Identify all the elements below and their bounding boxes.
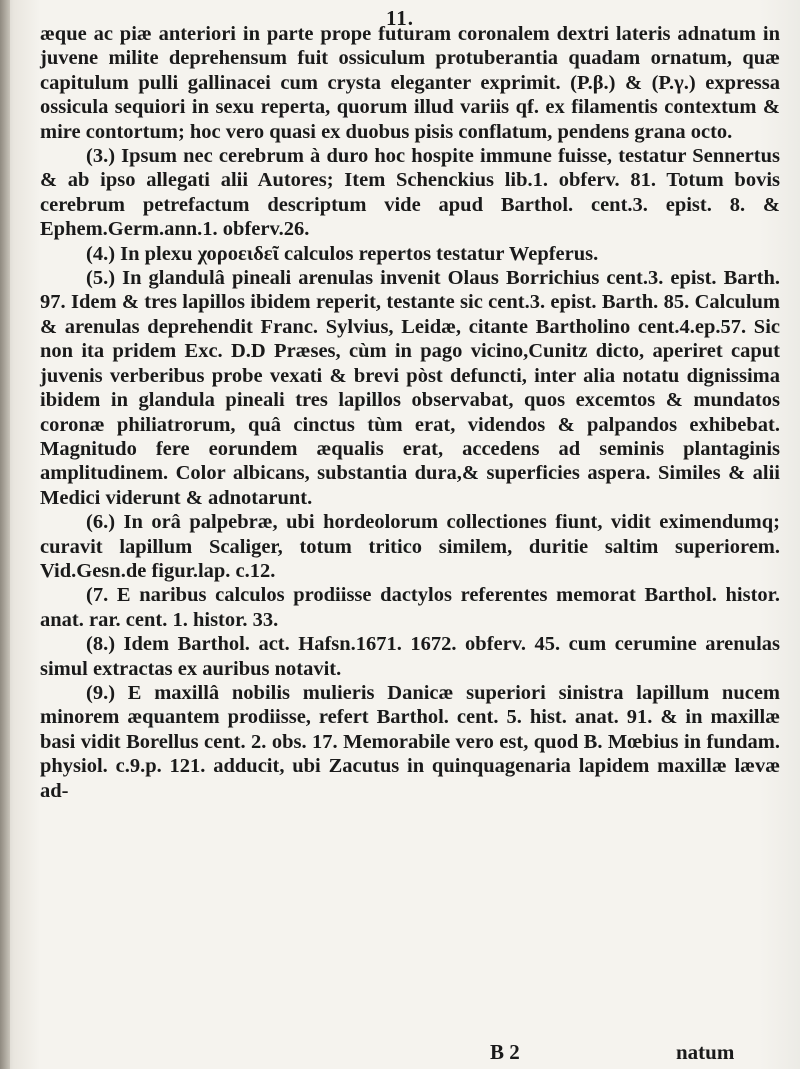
signature-mark: B 2 bbox=[490, 1040, 520, 1064]
paragraph-6: (7. E naribus calculos prodiisse dactylos referentes memorat Barthol. histor. anat. rar. cent. 1. histor. 33. bbox=[40, 584, 780, 631]
paragraph-1: æque ac piæ anteriori in parte prope futuram coronalem dextri lateris adnatum in juvene milite deprehensum fuit ossiculum protuberantia quadam ornatum, quæ capitulum pulli gallinacei cum crysta eleganter exprimit. (P.β.) & (P.γ.) expressa ossicula sequiori in sexu reperta, quorum illud variis qf. ex filamentis contextum & mire contortum; hoc vero quasi ex duobus pisis conflatum, pendens grana octo. bbox=[40, 23, 780, 143]
paragraph-3: (4.) In plexu χοροειδεῖ calculos repertos testatur Wepferus. bbox=[86, 242, 599, 265]
binding-edge bbox=[0, 0, 10, 1069]
paragraph-7: (8.) Idem Barthol. act. Hafsn.1671. 1672. obferv. 45. cum cerumine arenulas simul extractas ex auribus notavit. bbox=[40, 633, 780, 680]
page-footer bbox=[40, 1040, 740, 1066]
paragraph-4: (5.) In glandulâ pineali arenulas invenit Olaus Borrichius cent.3. epist. Barth. 97. Idem & tres lapillos ibidem reperit, testante sic cent.3. epist. Barth. 85. Calculum & arenulas deprehendit Franc. Sylvius, Leidæ, citante Bartholino cent.4.ep.57. Sic non ita pridem Exc. D.D Præses, cùm in pago vicino,Cunitz dicto, aperiret caput juvenis verberibus probe vexati & brevi pòst defuncti, inter alia notatu dignissima ibidem in glandula pineali tres lapillos observabat, quos excemtos & mundatos coronæ philiatrorum, quâ cinctus tùm erat, videndos & palpandos exhibebat. Magnitudo fere eorundem æqualis erat, accedens ad seminis plantaginis amplitudinem. Color albicans, substantia dura,& superficies aspera. Similes & alii Medici viderunt & adnotarunt. bbox=[40, 267, 780, 509]
body-text bbox=[40, 22, 780, 803]
paragraph-2: (3.) Ipsum nec cerebrum à duro hoc hospite immune fuisse, testatur Sennertus & ab ipso allegati alii Autores; Item Schenckius lib.1. obferv. 81. Totum bovis cerebrum petrefactum descriptum vide apud Barthol. cent.3. epist. 8. & Ephem.Germ.ann.1. obferv.26. bbox=[40, 145, 780, 241]
page-number: 11. bbox=[385, 6, 415, 30]
paragraph-5: (6.) In orâ palpebræ, ubi hordeolorum collectiones fiunt, vidit eximendumq; curavit lapillum Scaliger, totum tritico similem, duritie saltim superiorem. Vid.Gesn.de figur.lap. c.12. bbox=[40, 511, 780, 582]
paragraph-8: (9.) E maxillâ nobilis mulieris Danicæ superiori sinistra lapillum nucem minorem æquantem prodiisse, refert Barthol. cent. 5. hist. anat. 91. & in maxillæ basi vidit Borellus cent. 2. obs. 17. Memorabile vero est, quod B. Mœbius in fundam. physiol. c.9.p. 121. adducit, ubi Zacutus in quinquagenaria lapidem maxillæ lævæ ad- bbox=[40, 681, 780, 802]
catchword: natum bbox=[676, 1040, 735, 1064]
